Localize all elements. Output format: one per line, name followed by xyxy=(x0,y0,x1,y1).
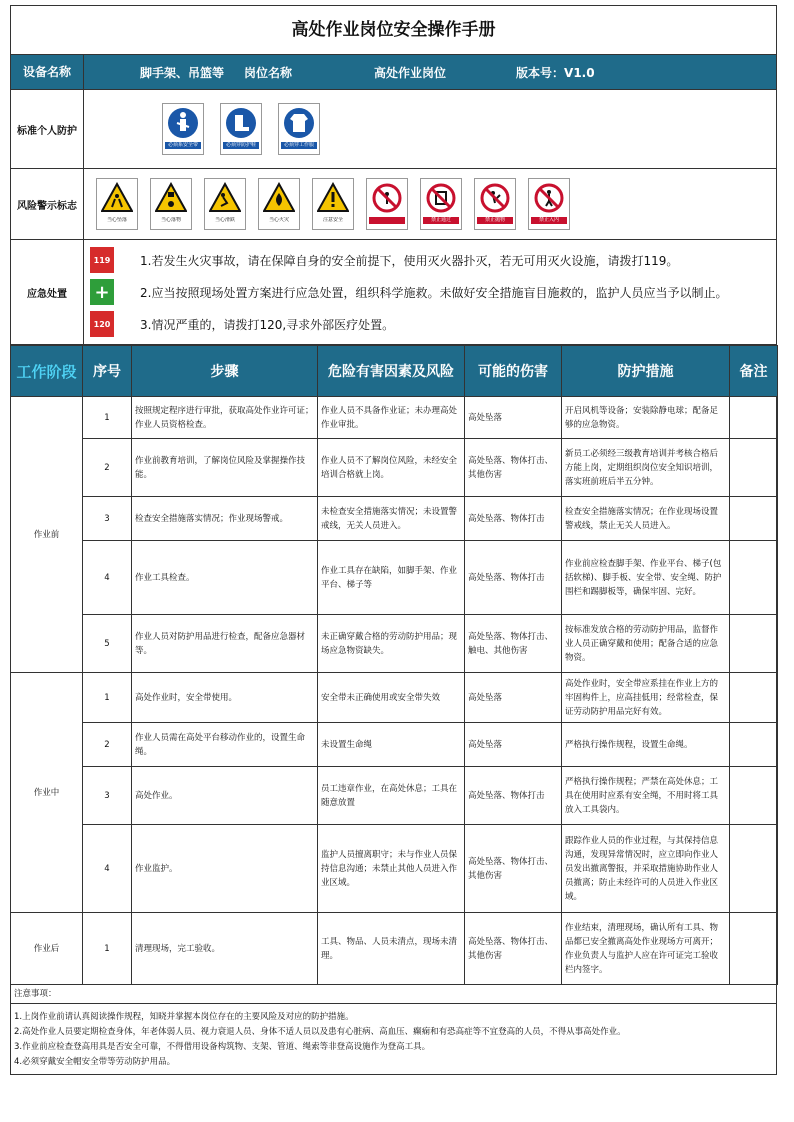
note-cell xyxy=(730,541,778,615)
ppe-caption: 必须穿工作服 xyxy=(281,142,317,149)
table-row xyxy=(11,913,778,985)
warning-caption: 当心火灾 xyxy=(261,217,297,224)
ppe-sign xyxy=(220,103,262,155)
ppe-caption: 必须系安全带 xyxy=(165,142,201,149)
col-header-hazard: 危险有害因素及风险 xyxy=(318,346,465,397)
ppe-label: 标准个人防护 xyxy=(11,90,84,168)
table-row xyxy=(11,439,778,497)
emergency-row xyxy=(11,240,776,345)
first-aid-badge: + xyxy=(94,281,110,303)
harm-cell: 高处坠落、物体打击、其他伤害 xyxy=(465,825,562,913)
step-cell: 作业前教育培训，了解岗位风险及掌握操作技能。 xyxy=(132,439,318,497)
measure-cell: 作业结束，清理现场，确认所有工具、物品都已安全撤离高处作业现场方可离开；作业负责人与监护人应在许可证完工验收栏内签字。 xyxy=(562,913,730,985)
risk-row xyxy=(11,169,776,240)
emergency-text: 3.情况严重的，请拨打120,寻求外部医疗处置。 xyxy=(140,317,395,332)
hazard-cell: 作业人员不了解岗位风险，未经安全培训合格就上岗。 xyxy=(318,439,465,497)
hazard-cell: 作业工具存在缺陷，如脚手架、作业平台、梯子等 xyxy=(318,541,465,615)
row-number: 2 xyxy=(83,439,132,497)
measure-cell: 作业前应检查脚手架、作业平台、梯子(包括软梯)、脚手板、安全带、安全绳、防护围栏和踢脚板等，确保牢固、完好。 xyxy=(562,541,730,615)
harm-cell: 高处坠落 xyxy=(465,723,562,767)
table-header-row xyxy=(11,346,778,397)
harm-cell: 高处坠落、物体打击、其他伤害 xyxy=(465,913,562,985)
warning-caption: 注意安全 xyxy=(315,217,351,224)
row-number: 1 xyxy=(83,913,132,985)
measure-cell: 开启风机等设备；安装除静电球；配备足够的应急物资。 xyxy=(562,397,730,439)
post-label: 岗位名称 xyxy=(244,65,293,80)
caution-icon xyxy=(317,182,349,214)
no-throwing-icon xyxy=(371,182,403,214)
note-cell xyxy=(730,439,778,497)
row-number: 3 xyxy=(83,767,132,825)
note-cell xyxy=(730,767,778,825)
equip-label: 设备名称 xyxy=(11,55,84,89)
procedure-table xyxy=(10,345,778,985)
prohibition-caption: 禁止通过 xyxy=(423,217,459,224)
row-number: 1 xyxy=(83,397,132,439)
measure-cell: 严格执行操作规程；严禁在高处休息；工具在使用时应系有安全绳，不用时将工具放入工具袋内。 xyxy=(562,767,730,825)
fire-warning-icon xyxy=(263,182,295,214)
ambulance-120-icon xyxy=(90,311,114,337)
hazard-cell: 作业人员不具备作业证；未办理高处作业审批。 xyxy=(318,397,465,439)
harm-cell: 高处坠落 xyxy=(465,673,562,723)
ppe-sign xyxy=(162,103,204,155)
hazard-cell: 未正确穿戴合格的劳动防护用品；现场应急物资缺失。 xyxy=(318,615,465,673)
hazard-cell: 员工违章作业，在高处休息；工具在随意放置 xyxy=(318,767,465,825)
no-climbing-icon xyxy=(425,182,457,214)
warning-caption: 当心落物 xyxy=(153,217,189,224)
ppe-caption: 必须穿防护鞋 xyxy=(223,142,259,149)
slip-warning-icon xyxy=(209,182,241,214)
measure-cell: 检查安全措施落实情况；在作业现场设置警戒线，禁止无关人员进入。 xyxy=(562,497,730,541)
row-number: 4 xyxy=(83,825,132,913)
ppe-row xyxy=(11,90,776,169)
fire-119-badge: 119 xyxy=(93,255,111,265)
fire-119-icon xyxy=(90,247,114,273)
emergency-label: 应急处置 xyxy=(11,240,84,344)
warning-sign xyxy=(204,178,246,230)
col-header-harm: 可能的伤害 xyxy=(465,346,562,397)
note-item: 2.高处作业人员要定期检查身体，年老体弱人员、视力衰退人员、身体不适人员以及患有心脏病、高血压、癫痫和有恐高症等不宜登高的人员，不得从事高处作业。 xyxy=(14,1027,626,1037)
table-row xyxy=(11,497,778,541)
ppe-signs xyxy=(84,90,320,168)
work-clothes-icon xyxy=(283,107,315,139)
col-header-measure: 防护措施 xyxy=(562,346,730,397)
measure-cell: 跟踪作业人员的作业过程，与其保持信息沟通，发现异常情况时，应立即向作业人员发出撤离警报，并采取措施协助作业人员撤离；防止未经许可的人员进入作业区域。 xyxy=(562,825,730,913)
harm-cell: 高处坠落、物体打击 xyxy=(465,767,562,825)
emergency-item xyxy=(90,276,727,308)
version-label: 版本号：V1.0 xyxy=(516,65,595,80)
table-row xyxy=(11,615,778,673)
col-header-no: 序号 xyxy=(83,346,132,397)
step-cell: 作业人员对防护用品进行检查，配备应急器材等。 xyxy=(132,615,318,673)
note-cell xyxy=(730,397,778,439)
warning-sign xyxy=(150,178,192,230)
note-cell xyxy=(730,615,778,673)
risk-signs xyxy=(84,169,570,239)
hazard-cell: 监护人员擅离职守；未与作业人员保持信息沟通；未禁止其他人员进入作业区域。 xyxy=(318,825,465,913)
measure-cell: 高处作业时，安全带应系挂在作业上方的牢固构件上，应高挂低用；经常检查，保证劳动防护用品完好有效。 xyxy=(562,673,730,723)
notes-body xyxy=(11,1004,776,1074)
warning-sign xyxy=(312,178,354,230)
prohibition-sign xyxy=(366,178,408,230)
prohibition-caption: 禁止入内 xyxy=(531,217,567,224)
table-row xyxy=(11,767,778,825)
col-header-step: 步骤 xyxy=(132,346,318,397)
notes-title: 注意事项： xyxy=(11,985,776,1004)
header-bar xyxy=(11,55,776,90)
manual-sheet xyxy=(10,5,777,1075)
step-cell: 按照规定程序进行审批，获取高处作业许可证；作业人员资格检查。 xyxy=(132,397,318,439)
warning-caption: 当心滑跌 xyxy=(207,217,243,224)
fall-warning-icon xyxy=(101,182,133,214)
protective-boots-icon xyxy=(225,107,257,139)
measure-cell: 新员工必须经三级教育培训并考核合格后方能上岗，定期组织岗位安全知识培训，落实班前班后半五分钟。 xyxy=(562,439,730,497)
col-header-stage: 工作阶段 xyxy=(11,346,83,397)
emergency-list xyxy=(84,240,727,344)
stage-cell: 作业中 xyxy=(11,673,83,913)
emergency-text: 1.若发生火灾事故，请在保障自身的安全前提下，使用灭火器扑灭，若无可用灭火设施，请拨打119。 xyxy=(140,253,679,268)
emergency-text: 2.应当按照现场处置方案进行应急处置，组织科学施救。未做好安全措施盲目施救的，监护人员应当予以制止。 xyxy=(140,285,728,300)
row-number: 1 xyxy=(83,673,132,723)
note-cell xyxy=(730,913,778,985)
note-cell xyxy=(730,673,778,723)
ppe-sign xyxy=(278,103,320,155)
falling-object-icon xyxy=(155,182,187,214)
prohibition-sign xyxy=(420,178,462,230)
table-row xyxy=(11,723,778,767)
table-row xyxy=(11,397,778,439)
step-cell: 高处作业时，安全带使用。 xyxy=(132,673,318,723)
table-row xyxy=(11,541,778,615)
measure-cell: 严格执行操作规程，设置生命绳。 xyxy=(562,723,730,767)
row-number: 4 xyxy=(83,541,132,615)
row-number: 3 xyxy=(83,497,132,541)
col-header-note: 备注 xyxy=(730,346,778,397)
table-row xyxy=(11,825,778,913)
step-cell: 作业监护。 xyxy=(132,825,318,913)
hazard-cell: 未检查安全措施落实情况；未设置警戒线，无关人员进入。 xyxy=(318,497,465,541)
step-cell: 高处作业。 xyxy=(132,767,318,825)
harm-cell: 高处坠落、物体打击 xyxy=(465,497,562,541)
emergency-item xyxy=(90,308,727,340)
hazard-cell: 工具、物品、人员未清点，现场未清理。 xyxy=(318,913,465,985)
note-cell xyxy=(730,723,778,767)
row-number: 2 xyxy=(83,723,132,767)
no-entry-icon xyxy=(533,182,565,214)
note-cell xyxy=(730,497,778,541)
note-item: 1.上岗作业前请认真阅读操作规程，知晓并掌握本岗位存在的主要风险及对应的防护措施。 xyxy=(14,1012,354,1022)
no-dropping-icon xyxy=(479,182,511,214)
step-cell: 检查安全措施落实情况；作业现场警戒。 xyxy=(132,497,318,541)
risk-label: 风险警示标志 xyxy=(11,169,84,239)
hazard-cell: 未设置生命绳 xyxy=(318,723,465,767)
prohibition-sign xyxy=(474,178,516,230)
measure-cell: 按标准发放合格的劳动防护用品，监督作业人员正确穿戴和使用；配备合适的应急物资。 xyxy=(562,615,730,673)
note-item: 4.必须穿戴安全帽安全带等劳动防护用品。 xyxy=(14,1057,176,1067)
warning-caption: 当心坠落 xyxy=(99,217,135,224)
step-cell: 作业工具检查。 xyxy=(132,541,318,615)
stage-cell: 作业后 xyxy=(11,913,83,985)
note-item: 3.作业前应检查登高用具是否安全可靠，不得借用设备构筑物、支架、管道、绳索等非登高设施作为登高工具。 xyxy=(14,1042,431,1052)
equip-value: 脚手架、吊篮等 xyxy=(140,65,225,80)
warning-sign xyxy=(96,178,138,230)
prohibition-caption xyxy=(369,217,405,224)
harm-cell: 高处坠落 xyxy=(465,397,562,439)
page-title: 高处作业岗位安全操作手册 xyxy=(11,6,776,55)
prohibition-sign xyxy=(528,178,570,230)
harm-cell: 高处坠落、物体打击、触电、其他伤害 xyxy=(465,615,562,673)
harm-cell: 高处坠落、物体打击 xyxy=(465,541,562,615)
notes-section xyxy=(11,985,776,1074)
hazard-cell: 安全带未正确使用或安全带失效 xyxy=(318,673,465,723)
row-number: 5 xyxy=(83,615,132,673)
table-row xyxy=(11,673,778,723)
first-aid-icon xyxy=(90,279,114,305)
warning-sign xyxy=(258,178,300,230)
emergency-item xyxy=(90,244,727,276)
ambulance-120-badge: 120 xyxy=(93,319,111,329)
note-cell xyxy=(730,825,778,913)
post-value: 高处作业岗位 xyxy=(374,65,447,80)
step-cell: 清理现场，完工验收。 xyxy=(132,913,318,985)
step-cell: 作业人员需在高处平台移动作业的，设置生命绳。 xyxy=(132,723,318,767)
prohibition-caption: 禁止抛物 xyxy=(477,217,513,224)
stage-cell: 作业前 xyxy=(11,397,83,673)
harm-cell: 高处坠落、物体打击、其他伤害 xyxy=(465,439,562,497)
safety-belt-icon xyxy=(167,107,199,139)
